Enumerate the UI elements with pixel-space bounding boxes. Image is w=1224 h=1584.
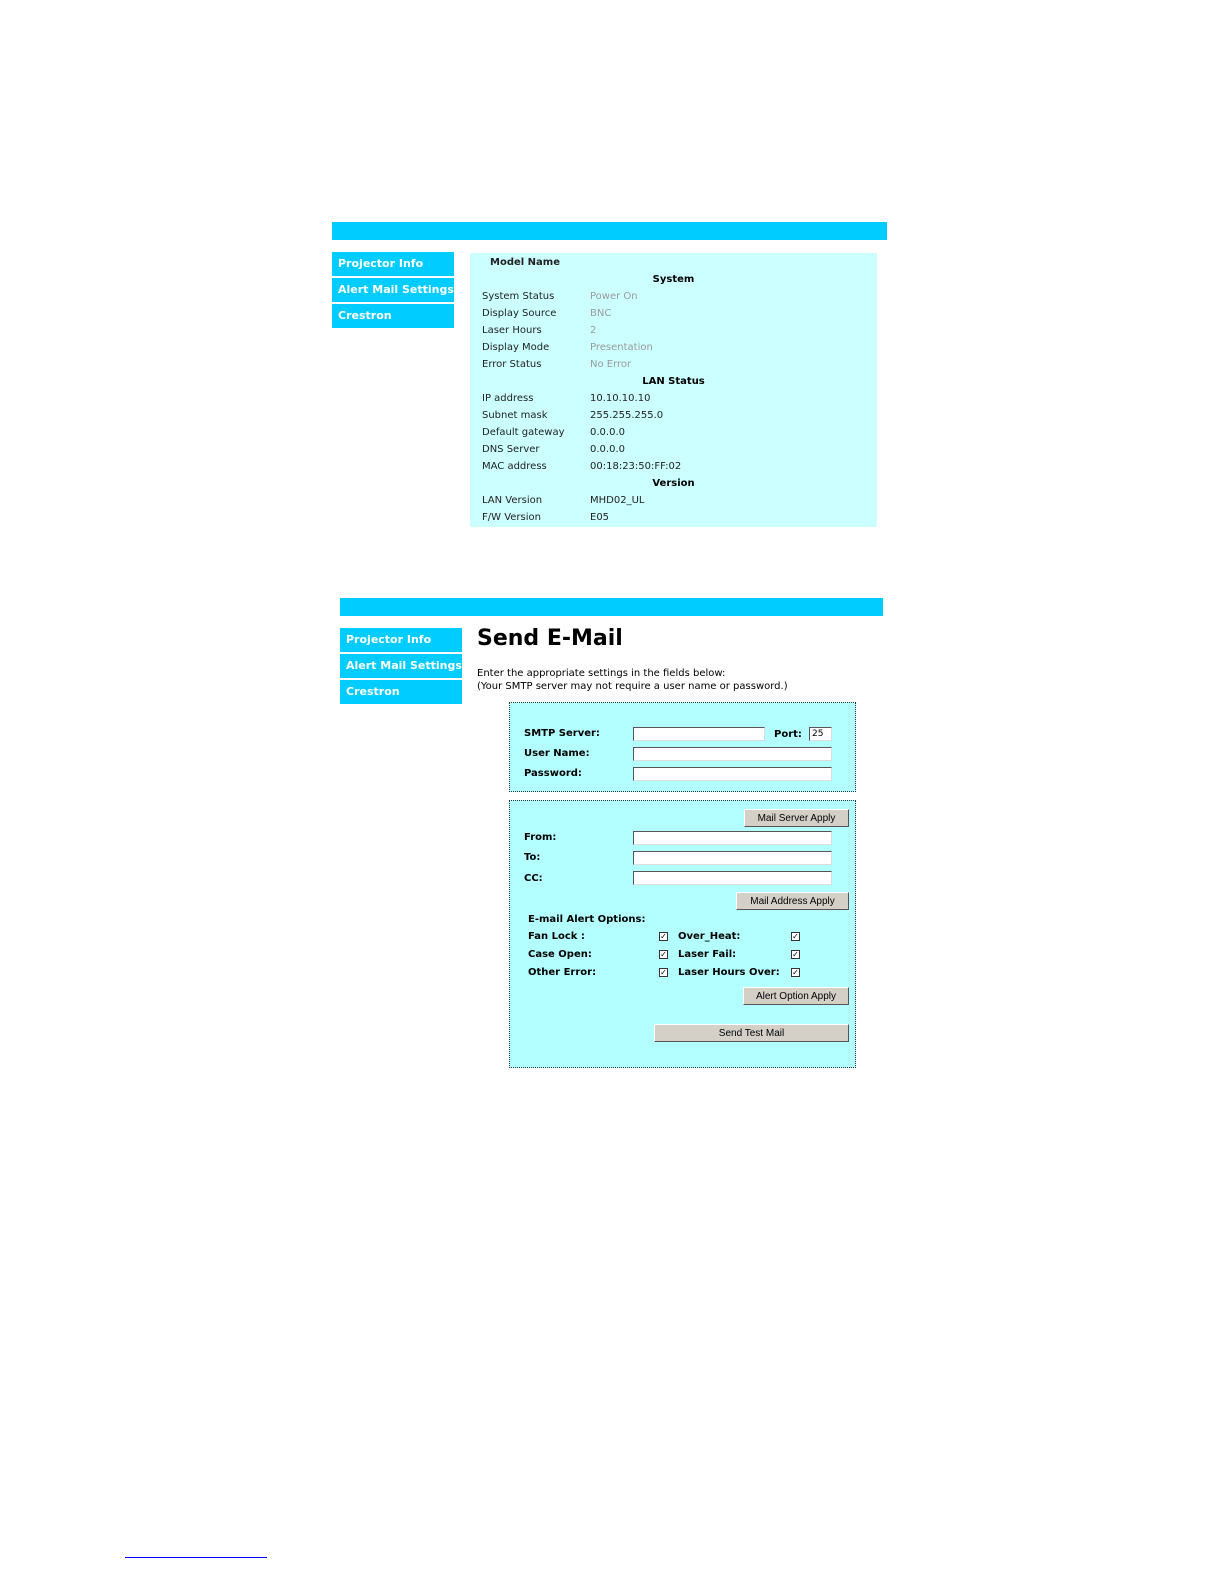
- table-row: [472, 340, 875, 355]
- row-label: DNS Server: [472, 442, 578, 457]
- send-test-mail-button[interactable]: Send Test Mail: [654, 1024, 849, 1042]
- table-row: [472, 493, 875, 508]
- sidebar-nav-2: [340, 628, 462, 706]
- row-label: LAN Version: [472, 493, 578, 508]
- row-value: Presentation: [580, 340, 875, 355]
- row-label: Display Source: [472, 306, 578, 321]
- table-row: [472, 357, 875, 372]
- cc-label: CC:: [524, 873, 543, 884]
- table-row: [472, 374, 875, 389]
- table-row: [472, 272, 875, 287]
- row-label: Laser Hours: [472, 323, 578, 338]
- nav-projector-info[interactable]: Projector Info: [332, 252, 454, 278]
- row-value: 0.0.0.0: [580, 425, 875, 440]
- row-label: MAC address: [472, 459, 578, 474]
- password-input[interactable]: [633, 767, 832, 781]
- section-version: Version: [472, 476, 875, 491]
- row-value: E05: [580, 510, 875, 525]
- row-label: Subnet mask: [472, 408, 578, 423]
- table-row: [472, 442, 875, 457]
- top-banner: [332, 222, 887, 240]
- footnote-link-rule: [125, 1557, 267, 1558]
- row-value: Power On: [580, 289, 875, 304]
- option-label-laser-fail: Laser Fail:: [678, 949, 737, 960]
- checkbox-laser-fail[interactable]: ✓: [792, 950, 799, 959]
- row-value: BNC: [580, 306, 875, 321]
- option-label-fan-lock: Fan Lock :: [528, 931, 585, 942]
- top-banner-2: [340, 598, 883, 616]
- to-input[interactable]: [633, 851, 832, 865]
- row-value: 10.10.10.10: [580, 391, 875, 406]
- from-label: From:: [524, 832, 557, 843]
- table-row: [472, 255, 875, 270]
- row-value: 255.255.255.0: [580, 408, 875, 423]
- option-label-laser-hours-over: Laser Hours Over:: [678, 967, 780, 978]
- row-value: MHD02_UL: [580, 493, 875, 508]
- row-label: Default gateway: [472, 425, 578, 440]
- row-label: Display Mode: [472, 340, 578, 355]
- intro-line-2: (Your SMTP server may not require a user name or password.): [477, 681, 788, 692]
- user-name-input[interactable]: [633, 747, 832, 761]
- option-label-over-heat: Over_Heat:: [678, 931, 741, 942]
- section-system: System: [472, 272, 875, 287]
- checkbox-laser-hours-over[interactable]: ✓: [792, 968, 799, 977]
- nav-projector-info[interactable]: Projector Info: [340, 628, 462, 654]
- nav-alert-mail-settings[interactable]: Alert Mail Settings: [340, 654, 462, 680]
- model-name-value: [580, 255, 875, 270]
- nav-crestron[interactable]: Crestron: [340, 680, 462, 706]
- nav-alert-mail-settings[interactable]: Alert Mail Settings: [332, 278, 454, 304]
- table-row: [472, 323, 875, 338]
- to-label: To:: [524, 852, 541, 863]
- table-row: [472, 289, 875, 304]
- checkbox-other-error[interactable]: ✓: [660, 968, 667, 977]
- checkbox-over-heat[interactable]: ✓: [792, 932, 799, 941]
- intro-line-1: Enter the appropriate settings in the fields below:: [477, 668, 726, 679]
- port-label: Port:: [774, 729, 802, 740]
- mail-server-apply-button[interactable]: Mail Server Apply: [744, 809, 849, 827]
- row-value: 2: [580, 323, 875, 338]
- smtp-server-label: SMTP Server:: [524, 728, 600, 739]
- model-name-label: Model Name: [472, 255, 578, 270]
- section-lan-status: LAN Status: [472, 374, 875, 389]
- table-row: [472, 391, 875, 406]
- mail-address-apply-button[interactable]: Mail Address Apply: [736, 892, 849, 910]
- row-label: F/W Version: [472, 510, 578, 525]
- alert-option-apply-button[interactable]: Alert Option Apply: [743, 987, 849, 1005]
- table-row: [472, 510, 875, 525]
- option-label-case-open: Case Open:: [528, 949, 592, 960]
- cc-input[interactable]: [633, 871, 832, 885]
- row-label: Error Status: [472, 357, 578, 372]
- user-name-label: User Name:: [524, 748, 590, 759]
- table-row: [472, 459, 875, 474]
- table-row: [472, 306, 875, 321]
- projector-info-table: [470, 253, 877, 527]
- smtp-server-input[interactable]: [633, 727, 765, 741]
- password-label: Password:: [524, 768, 582, 779]
- intro-text: [477, 667, 788, 693]
- row-label: System Status: [472, 289, 578, 304]
- row-label: IP address: [472, 391, 578, 406]
- table-row: [472, 476, 875, 491]
- checkbox-case-open[interactable]: ✓: [660, 950, 667, 959]
- table-row: [472, 425, 875, 440]
- checkbox-fan-lock[interactable]: ✓: [660, 932, 667, 941]
- alert-options-label: E-mail Alert Options:: [528, 914, 646, 925]
- sidebar-nav: [332, 252, 454, 330]
- from-input[interactable]: [633, 831, 832, 845]
- option-label-other-error: Other Error:: [528, 967, 597, 978]
- row-value: 0.0.0.0: [580, 442, 875, 457]
- nav-crestron[interactable]: Crestron: [332, 304, 454, 330]
- row-value: 00:18:23:50:FF:02: [580, 459, 875, 474]
- row-value: No Error: [580, 357, 875, 372]
- page-title: Send E-Mail: [477, 626, 623, 651]
- port-input[interactable]: [809, 727, 832, 741]
- table-row: [472, 408, 875, 423]
